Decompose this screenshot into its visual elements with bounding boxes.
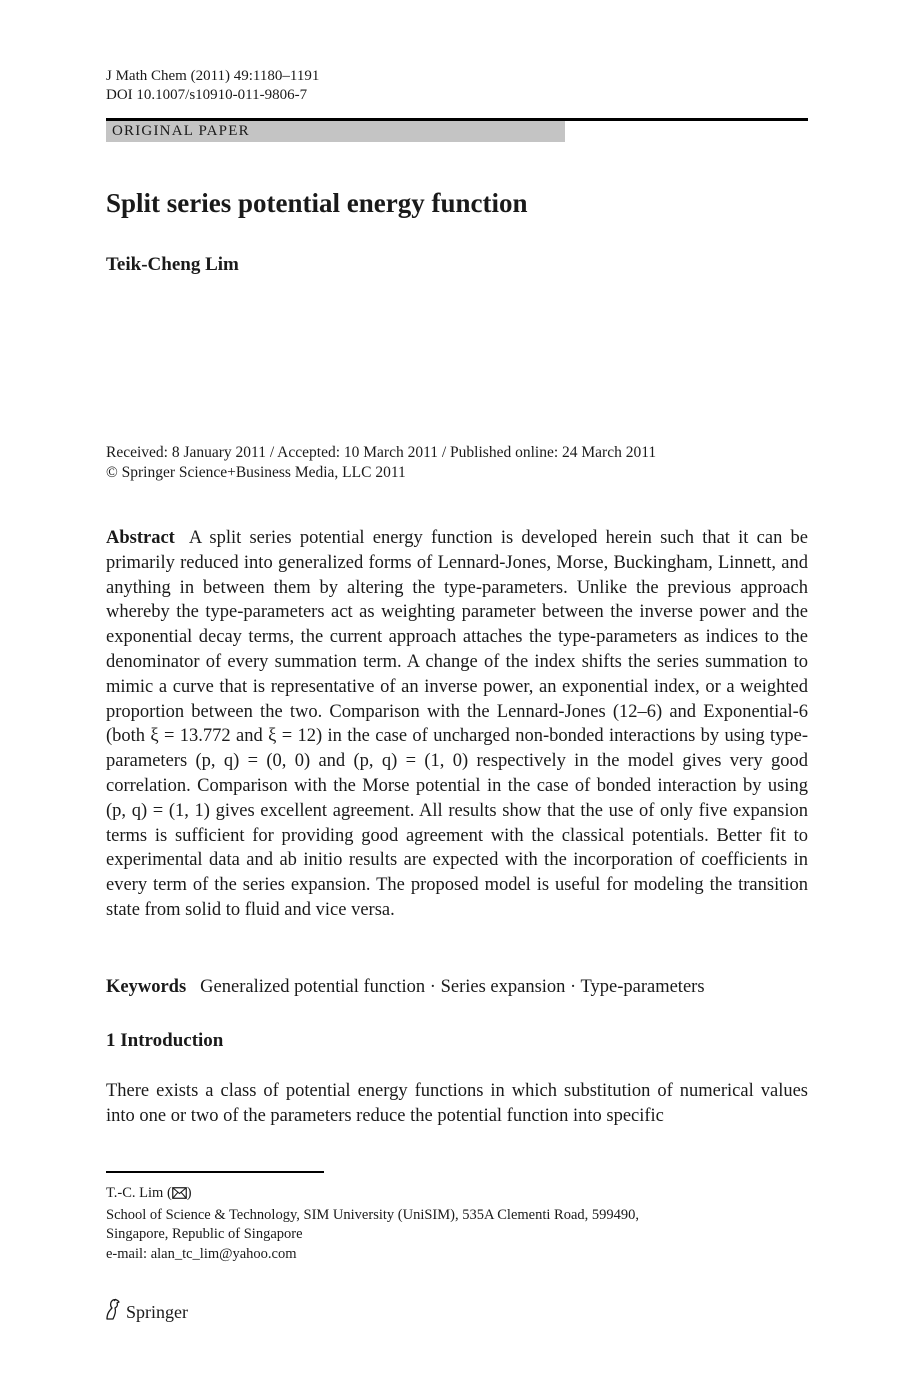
paper-title: Split series potential energy function [106,188,528,218]
author-name: Teik-Cheng Lim [106,254,239,275]
publisher-name: Springer [126,1302,188,1322]
abstract-label: Abstract [106,528,175,548]
journal-header [106,67,319,105]
footnote-author: T.-C. Lim ( [106,1185,172,1201]
publication-info [106,443,656,483]
footnote-author-close: ) [186,1185,192,1201]
author-footnote [106,1184,639,1264]
section-heading: 1 Introduction [106,1030,224,1051]
abstract-text: A split series potential energy function is developed herein such that it can be primarily reduced into generalized forms of Lennard-Jones, Morse, Buckingham, Linnett, and anything in between them by altering the type-parameters. Unlike the previous approach whereby the type-parameters act as weighting parameter between the inverse power and the exponential decay terms, the current approach attaches the type-parameters as indices to the denominator of every summation term. A change of the index shifts the series summation to mimic a curve that is representative of an inverse power, an exponential index, or a weighted proportion between the two. Comparison with the Lennard-Jones (12–6) and Exponential-6 (both ξ = 13.772 and ξ = 12) in the case of uncharged non-bonded interactions by using type-parameters (p, q) = (0, 0) and (p, q) = (1, 0) respectively in the model gives very good correlation. Comparison with the Morse potential in the case of bonded interaction by using (p, q) = (1, 1) gives excellent agreement. All results show that the use of only five expansion terms is sufficient for providing good agreement with the classical potentials. Better fit to experimental data and ab initio results are expected with the incorporation of coefficients in every term of the series expansion. The proposed model is useful for modeling the transition state from solid to fluid and vice versa. [106,528,808,920]
affiliation-line-2: Singapore, Republic of Singapore [106,1226,303,1242]
footnote-author-line [106,1184,639,1206]
affiliation-line-1: School of Science & Technology, SIM University (UniSIM), 535A Clementi Road, 599490, [106,1206,640,1223]
keywords-label: Keywords [106,977,187,997]
copyright-line: © Springer Science+Business Media, LLC 2011 [106,464,406,481]
abstract [106,526,808,923]
journal-citation: J Math Chem (2011) 49:1180–1191 [106,68,320,84]
doi: DOI 10.1007/s10910-011-9806-7 [106,87,308,103]
envelope-icon [172,1186,187,1206]
dates-line: Received: 8 January 2011 / Accepted: 10 March 2011 / Published online: 24 March 2011 [106,444,657,461]
keywords-text: Generalized potential function · Series expansion · Type-parameters [200,977,705,997]
section-body: There exists a class of potential energy functions in which substitution of numerical values into one or two of the parameters reduce the potential function into specific [106,1081,808,1126]
footnote-rule [106,1171,324,1173]
author-email: e-mail: alan_tc_lim@yahoo.com [106,1245,297,1262]
keywords [106,975,705,999]
publisher-logo [104,1298,188,1326]
article-type-banner: ORIGINAL PAPER [106,121,565,142]
springer-horse-icon [104,1298,122,1326]
